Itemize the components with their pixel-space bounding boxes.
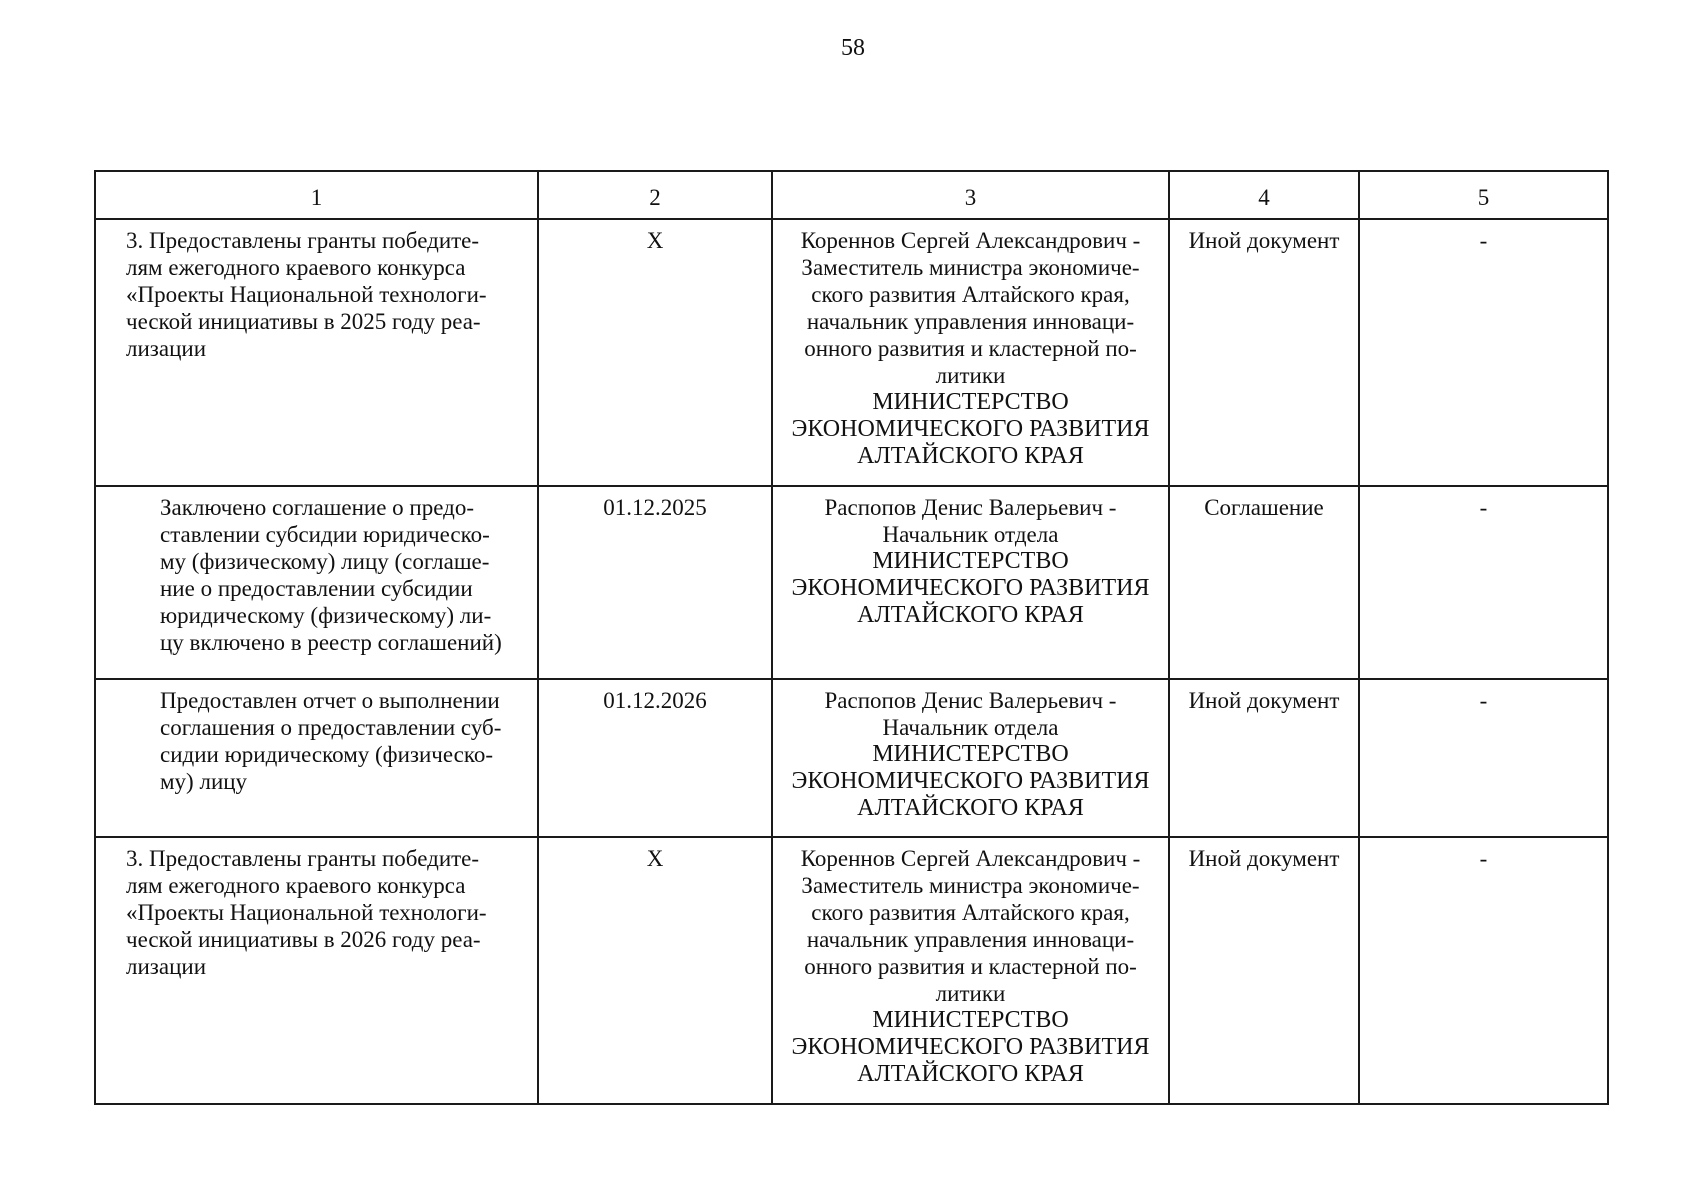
responsible-line: Кореннов Сергей Александрович -	[800, 846, 1141, 871]
control-points-table	[94, 170, 1609, 1105]
responsible-line: Заместитель министра экономиче-	[801, 873, 1140, 898]
table-row	[95, 486, 1608, 679]
responsible-line: Распопов Денис Валерьевич -	[824, 495, 1117, 520]
column-5-cell: -	[1359, 486, 1608, 679]
column-5-cell: -	[1359, 679, 1608, 837]
column-5-cell: -	[1359, 219, 1608, 486]
column-5-cell: -	[1359, 837, 1608, 1104]
organization-line: МИНИСТЕРСТВО	[872, 389, 1069, 415]
description-line: лям ежегодного краевого конкурса	[126, 873, 466, 898]
responsible-line: онного развития и кластерной по-	[804, 336, 1137, 361]
description-line: му (физическому) лицу (соглаше-	[160, 549, 490, 574]
responsible-line: начальник управления инноваци-	[806, 309, 1135, 334]
description-line: 3. Предоставлены гранты победите-	[126, 228, 480, 253]
table-row	[95, 679, 1608, 837]
description-line: ставлении субсидии юридическо-	[160, 522, 490, 547]
column-number-5: 5	[1359, 171, 1608, 219]
description-line: ческой инициативы в 2025 году реа-	[126, 309, 481, 334]
document-type-cell: Иной документ	[1169, 837, 1359, 1104]
description-line: «Проекты Национальной технологи-	[126, 900, 487, 925]
column-number-row	[95, 171, 1608, 219]
responsible-line: начальник управления инноваци-	[806, 927, 1135, 952]
responsible-line: литики	[935, 981, 1006, 1006]
column-number-1: 1	[95, 171, 538, 219]
description-line: сидии юридическому (физическо-	[160, 742, 494, 767]
description-line: лизации	[126, 336, 207, 361]
description-line: юридическому (физическому) ли-	[160, 603, 492, 628]
document-type-cell: Иной документ	[1169, 219, 1359, 486]
organization-line: АЛТАЙСКОГО КРАЯ	[857, 795, 1084, 821]
description-cell	[95, 679, 538, 837]
page-number: 58	[841, 35, 865, 61]
responsible-cell	[772, 219, 1169, 486]
description-line: «Проекты Национальной технологи-	[126, 282, 487, 307]
organization-line: АЛТАЙСКОГО КРАЯ	[857, 443, 1084, 469]
description-line: му) лицу	[160, 769, 248, 794]
organization-line: ЭКОНОМИЧЕСКОГО РАЗВИТИЯ	[791, 768, 1150, 794]
description-line: цу включено в реестр соглашений)	[160, 630, 502, 655]
column-number-3: 3	[772, 171, 1169, 219]
responsible-line: ского развития Алтайского края,	[811, 900, 1130, 925]
document-type-cell: Иной документ	[1169, 679, 1359, 837]
responsible-cell	[772, 679, 1169, 837]
organization-line: ЭКОНОМИЧЕСКОГО РАЗВИТИЯ	[791, 1034, 1150, 1060]
responsible-line: Кореннов Сергей Александрович -	[800, 228, 1141, 253]
organization-line: ЭКОНОМИЧЕСКОГО РАЗВИТИЯ	[791, 416, 1150, 442]
date-cell: X	[538, 837, 772, 1104]
responsible-line: ского развития Алтайского края,	[811, 282, 1130, 307]
description-cell	[95, 219, 538, 486]
description-line: лям ежегодного краевого конкурса	[126, 255, 466, 280]
responsible-cell	[772, 486, 1169, 679]
responsible-cell	[772, 837, 1169, 1104]
date-cell: 01.12.2025	[538, 486, 772, 679]
date-cell: X	[538, 219, 772, 486]
table-row	[95, 219, 1608, 486]
description-line: соглашения о предоставлении суб-	[160, 715, 502, 740]
responsible-line: Заместитель министра экономиче-	[801, 255, 1140, 280]
responsible-line: Начальник отдела	[882, 715, 1059, 740]
organization-line: АЛТАЙСКОГО КРАЯ	[857, 602, 1084, 628]
description-line: лизации	[126, 954, 207, 979]
description-line: ние о предоставлении субсидии	[160, 576, 473, 601]
organization-line: АЛТАЙСКОГО КРАЯ	[857, 1061, 1084, 1087]
responsible-line: Распопов Денис Валерьевич -	[824, 688, 1117, 713]
table-row	[95, 837, 1608, 1104]
description-line: Заключено соглашение о предо-	[160, 495, 475, 520]
column-number-2: 2	[538, 171, 772, 219]
responsible-line: Начальник отдела	[882, 522, 1059, 547]
description-cell	[95, 486, 538, 679]
document-type-cell: Соглашение	[1169, 486, 1359, 679]
responsible-line: литики	[935, 363, 1006, 388]
column-number-4: 4	[1169, 171, 1359, 219]
organization-line: МИНИСТЕРСТВО	[872, 1007, 1069, 1033]
description-cell	[95, 837, 538, 1104]
organization-line: МИНИСТЕРСТВО	[872, 741, 1069, 767]
responsible-line: онного развития и кластерной по-	[804, 954, 1137, 979]
organization-line: МИНИСТЕРСТВО	[872, 548, 1069, 574]
description-line: Предоставлен отчет о выполнении	[160, 688, 500, 713]
description-line: ческой инициативы в 2026 году реа-	[126, 927, 481, 952]
description-line: 3. Предоставлены гранты победите-	[126, 846, 480, 871]
date-cell: 01.12.2026	[538, 679, 772, 837]
organization-line: ЭКОНОМИЧЕСКОГО РАЗВИТИЯ	[791, 575, 1150, 601]
